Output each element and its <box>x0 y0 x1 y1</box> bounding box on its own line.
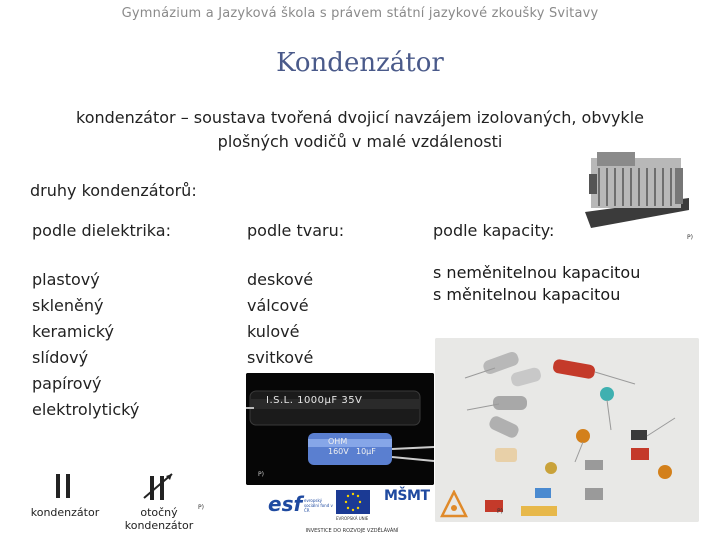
variable-capacitor-photo <box>577 138 695 242</box>
image-credit-mark: P) <box>497 508 503 515</box>
list-item: válcové <box>247 296 309 315</box>
electrolytic-label-bottom-2: 160V <box>328 447 349 456</box>
eu-flag-icon <box>336 490 370 514</box>
investment-tagline: INVESTICE DO ROZVOJE VZDĚLÁVÁNÍ <box>305 528 399 534</box>
shape-list <box>247 267 313 371</box>
types-heading: druhy kondenzátorů: <box>30 181 197 200</box>
list-item: svitkové <box>247 348 314 367</box>
footer-logo-strip <box>266 488 438 536</box>
list-item: keramický <box>32 322 114 341</box>
regional-logo-icon <box>440 490 468 520</box>
shape-heading: podle tvaru: <box>247 221 345 240</box>
definition-line-2: plošných vodičů v malé vzdálenosti <box>217 132 503 151</box>
dielectric-heading: podle dielektrika: <box>32 221 171 240</box>
variable-capacitor-symbol <box>120 470 204 532</box>
image-credit-mark: P) <box>687 234 693 241</box>
capacity-heading: podle kapacity: <box>433 221 555 240</box>
assorted-capacitors-photo <box>435 338 699 522</box>
list-item: elektrolytický <box>32 400 140 419</box>
image-credit-mark: P) <box>198 504 204 511</box>
list-item: kulové <box>247 322 300 341</box>
school-header: Gymnázium a Jazyková škola s právem státní jazykové zkoušky Svitavy <box>121 6 599 21</box>
eu-text: EVROPSKÁ UNIE <box>336 516 369 521</box>
list-item: plastový <box>32 270 100 289</box>
list-item: slídový <box>32 348 89 367</box>
variable-capacitor-label-2: kondenzátor <box>124 519 194 532</box>
image-credit-mark: P) <box>258 471 264 478</box>
msmt-logo: MŠMT <box>384 488 430 504</box>
electrolytic-label-bottom-3: 10µF <box>356 447 376 456</box>
capacitor-symbol-icon <box>30 468 100 502</box>
fixed-capacitor-symbol <box>30 468 100 518</box>
electrolytic-label-bottom-1: OHM <box>328 437 348 446</box>
list-item: papírový <box>32 374 102 393</box>
esf-subtitle: evropský sociální fond v ČR <box>304 498 333 513</box>
definition-line-1: kondenzátor – soustava tvořená dvojicí navzájem izolovaných, obvykle <box>76 108 644 127</box>
slide-title: Kondenzátor <box>276 48 444 78</box>
list-item: deskové <box>247 270 314 289</box>
electrolytic-capacitors-photo <box>246 373 434 485</box>
fixed-capacitor-label: kondenzátor <box>30 506 100 519</box>
dielectric-list <box>32 267 139 423</box>
variable-capacitor-symbol-icon <box>120 470 198 502</box>
variable-capacitor-label-1: otočný <box>140 506 178 519</box>
list-item: s neměnitelnou kapacitou <box>433 263 641 282</box>
list-item: s měnitelnou kapacitou <box>433 285 621 304</box>
capacity-list <box>433 262 640 306</box>
electrolytic-label-top: I.S.L. 1000µF 35V <box>266 395 363 406</box>
esf-logo: esf <box>268 492 303 516</box>
list-item: skleněný <box>32 296 104 315</box>
